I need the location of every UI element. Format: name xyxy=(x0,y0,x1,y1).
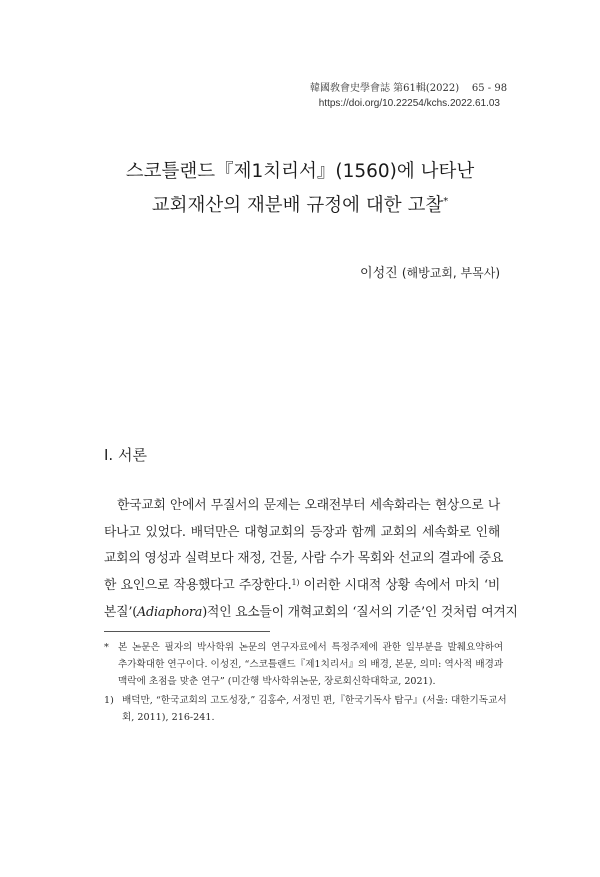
journal-header xyxy=(310,82,508,96)
footnote-line: 회, 2011), 216-241. xyxy=(122,712,215,723)
author-name: 이성진 xyxy=(360,266,398,281)
footnote-mark: * xyxy=(104,642,109,653)
body-line: 한 요인으로 작용했다고 주장한다.$^{1)}$ 이러한 시대적 상황 속에서 마치 ‘비 xyxy=(104,578,500,594)
author-line xyxy=(300,262,500,281)
italic-term: Adiaphora xyxy=(136,604,203,620)
footnote-ref-1[interactable]: 1) xyxy=(291,578,300,588)
title-line-1: 스코틀랜드『제1치리서』(1560)에 나타난 xyxy=(125,161,475,182)
journal-name: 韓國敎會史學會誌 第61輯(2022) xyxy=(310,83,460,94)
footnote-line: 배덕만, “한국교회의 고도성장,” 김홍수, 서정민 편,『한국기독사 탐구』(서울: 대한기독교서 xyxy=(122,695,507,706)
title-footnote-mark[interactable]: * xyxy=(443,196,449,207)
article-title xyxy=(80,155,520,223)
body-line: 본질’(Adiaphora)적인 요소들이 개혁교회의 ‘질서의 기준’인 것처럼 여겨지 xyxy=(104,604,518,620)
author-affiliation: (해방교회, 부목사) xyxy=(401,266,500,280)
body-line: 교회의 영성과 실력보다 재정, 건물, 사람 수가 목회와 선교의 결과에 중요 xyxy=(104,551,504,567)
body-line: 타나고 있었다. 배덕만은 대형교회의 등장과 함께 교회의 세속화로 인해 xyxy=(104,524,500,540)
section-heading: I. 서론 xyxy=(104,446,147,464)
doi-link[interactable]: https://doi.org/10.22254/kchs.2022.61.03 xyxy=(318,98,500,109)
footnote-line: 추가확대한 연구이다. 이성진, “스코틀랜드『제1치리서』의 배경, 본문, 의미: 역사적 배경과 xyxy=(118,659,504,670)
footnote-mark: 1) xyxy=(104,695,114,706)
title-line-2: 교회재산의 재분배 규정에 대한 고찰* xyxy=(151,195,449,216)
body-paragraph xyxy=(104,493,518,626)
footnote-1 xyxy=(104,692,507,726)
footnote-divider xyxy=(104,631,270,632)
footnote-star xyxy=(104,639,504,690)
footnote-line: 맥락에 초점을 맞춘 연구” (미간행 박사학위논문, 장로회신학대학교, 2021). xyxy=(118,676,436,687)
footnote-line: 본 논문은 필자의 박사학위 논문의 연구자료에서 특정주제에 관한 일부분을 발췌요약하여 xyxy=(118,642,504,653)
page-range: 65 - 98 xyxy=(471,83,508,94)
body-line: 한국교회 안에서 무질서의 문제는 오래전부터 세속화라는 현상으로 나 xyxy=(117,498,500,513)
